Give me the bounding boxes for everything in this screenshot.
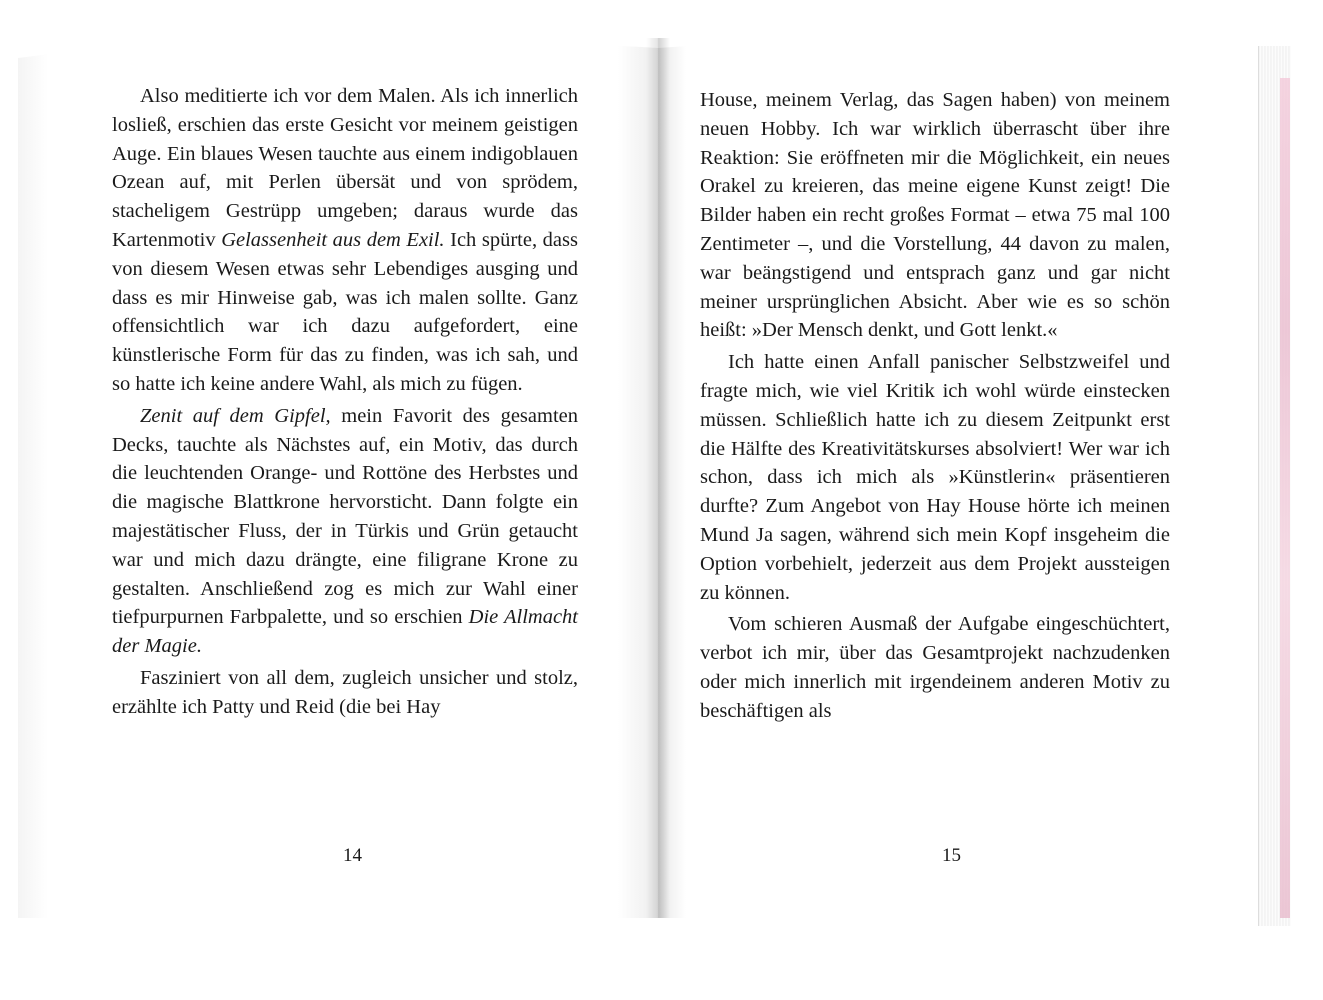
paragraph: [700, 610, 1170, 725]
paragraph: [112, 664, 578, 722]
page-edge-tint: [1280, 78, 1290, 918]
left-page-text: [112, 82, 578, 722]
text-run: Vom schieren Ausmaß der Aufgabe eingeschüchtert, verbot ich mir, über das Gesamtprojekt nachzudenken oder mich innerlich mit irgendeinem anderen Motiv zu beschäftigen als: [700, 613, 1170, 722]
paragraph: [700, 348, 1170, 607]
right-page-text: [700, 86, 1170, 726]
left-page-number: 14: [343, 845, 362, 866]
right-page-number: 15: [942, 845, 961, 866]
text-run: House, meinem Verlag, das Sagen haben) von meinem neuen Hobby. Ich war wirklich überrascht über ihre Reaktion: Sie eröffneten mir die Möglichkeit, ein neues Orakel zu kreieren, das meine eigene Kunst zeigt! Die Bilder haben ein recht großes Format – etwa 75 mal 100 Zentimeter –, und die Vorstellung, 44 davon zu malen, war beängstigend und entsprach ganz und gar nicht meiner ursprünglichen Absicht. Aber wie es so schön heißt: »Der Mensch denkt, und Gott lenkt.«: [700, 89, 1170, 342]
text-run: Ich hatte einen Anfall panischer Selbstzweifel und fragte mich, wie viel Kritik ich wohl würde einstecken müssen. Schließlich hatte ich zu diesem Zeitpunkt erst die Hälfte des Kreativitätskurses absolviert! Wer war ich schon, dass ich mich als »Künstlerin« präsentieren durfte? Zum Angebot von Hay House hörte ich meinen Mund Ja sagen, während sich mein Kopf insgeheim die Option vorbehielt, jederzeit aus dem Projekt aussteigen zu können.: [700, 351, 1170, 604]
paragraph: [112, 402, 578, 661]
text-run: Also meditierte ich vor dem Malen. Als ich innerlich losließ, erschien das erste Gesicht vor meinem geistigen Auge. Ein blaues Wesen tauchte aus einem indigoblauen Ozean auf, mit Perlen übersät und von sprödem, stacheligem Gestrüpp umgeben; daraus wurde das Kartenmotiv: [112, 85, 578, 251]
book-spine: [646, 38, 670, 918]
paragraph: [700, 86, 1170, 345]
text-run: mein Favorit des gesamten Decks, tauchte als Nächstes auf, ein Motiv, das durch die leuchtenden Orange- und Rottöne des Herbstes und die magische Blattkrone hervorsticht. Dann folgte ein majestätischer Fluss, der in Türkis und Grün getaucht war und mich dazu drängte, eine filigrane Krone zu gestalten. Anschließend zog es mich zur Wahl einer tiefpurpurnen Farbpalette, und so erschien: [112, 404, 578, 629]
paragraph: [112, 82, 578, 399]
text-run: Ich spürte, dass von diesem Wesen etwas sehr Lebendiges ausging und dass es mir Hinweise gab, was ich malen sollte. Ganz offensichtlich war ich dazu aufgefordert, eine künstlerische Form für das zu finden, was ich sah, und so hatte ich keine andere Wahl, als mich zu fügen.: [112, 228, 578, 395]
italic-text: Zenit auf dem Gipfel,: [140, 404, 331, 427]
italic-text: Gelassenheit aus dem Exil.: [221, 228, 445, 251]
text-run: Fasziniert von all dem, zugleich unsicher und stolz, erzählte ich Patty und Reid (die bei Hay: [112, 666, 578, 718]
italic-text: Die Allmacht der Magie.: [112, 606, 578, 658]
